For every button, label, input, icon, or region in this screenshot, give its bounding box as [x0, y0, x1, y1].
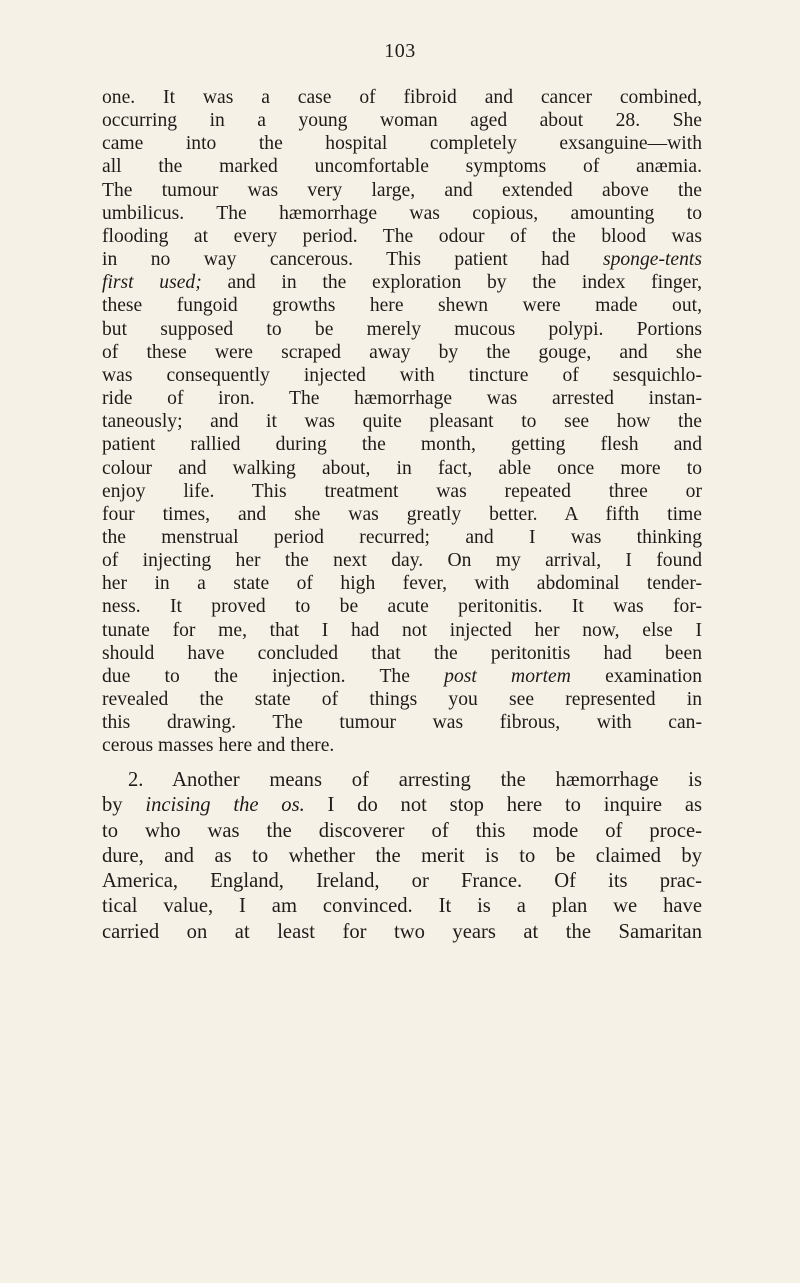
text-line — [102, 271, 702, 294]
text-line: tical value, I am convinced. It is a plan we have — [102, 895, 702, 918]
text-line: one. It was a case of fibroid and cancer combined, — [102, 87, 702, 108]
text-line: enjoy life. This treatment was repeated three or — [102, 480, 702, 502]
text-line: should have concluded that the peritonitis had been — [102, 642, 702, 664]
page-number: 103 — [384, 40, 416, 62]
text-line: but supposed to be merely mucous polypi. Portions — [102, 318, 702, 340]
italic-text: sponge-tents — [602, 249, 702, 271]
text-line: all the marked uncomfortable symptoms of anæmia. — [102, 156, 702, 178]
text-line: taneously; and it was quite pleasant to see how the — [102, 411, 702, 433]
text-line: the menstrual period recurred; and I was thinking — [102, 526, 702, 548]
text-line — [102, 248, 702, 271]
text-line: dure, and as to whether the merit is to be claimed by — [102, 844, 702, 867]
italic-text: post mortem — [444, 665, 571, 687]
text-line: to who was the discoverer of this mode of proce- — [102, 819, 702, 842]
text-segment: and in the exploration by the index finger, — [227, 272, 703, 294]
text-line: of these were scraped away by the gouge, and she — [102, 341, 702, 363]
text-line: umbilicus. The hæmorrhage was copious, amounting to — [102, 202, 702, 224]
text-line: these fungoid growths here shewn were made out, — [102, 295, 702, 317]
text-line: this drawing. The tumour was fibrous, with can- — [102, 712, 702, 734]
text-line: was consequently injected with tincture of sesquichlo- — [102, 364, 702, 386]
text-line: came into the hospital completely exsanguine—with — [102, 133, 702, 155]
text-line: flooding at every period. The odour of the blood was — [102, 225, 702, 247]
text-line: cerous masses here and there. — [102, 735, 335, 757]
text-line: carried on at least for two years at the Samaritan — [102, 920, 702, 943]
text-line: her in a state of high fever, with abdominal tender- — [102, 573, 702, 595]
text-line: 2. Another means of arresting the hæmorrhage is — [128, 769, 702, 791]
text-line: colour and walking about, in fact, able once more to — [102, 457, 702, 479]
text-segment: by — [102, 794, 123, 817]
text-line: of injecting her the next day. On my arrival, I found — [102, 550, 702, 572]
italic-text: incising the os. — [145, 794, 305, 817]
paragraph-1 — [102, 86, 702, 758]
text-line — [102, 793, 702, 818]
text-segment: in no way cancerous. This patient had — [102, 249, 570, 271]
text-segment: I do not stop here to inquire as — [327, 794, 702, 817]
italic-text: first used; — [102, 272, 202, 294]
text-line: ness. It proved to be acute peritonitis. It was for- — [102, 596, 702, 618]
text-line: occurring in a young woman aged about 28. She — [102, 110, 702, 132]
text-segment: due to the injection. The — [102, 665, 410, 687]
paragraph-2 — [102, 768, 702, 945]
text-line: four times, and she was greatly better. A fifth time — [102, 503, 702, 525]
text-line: revealed the state of things you see represented in — [102, 689, 702, 711]
text-line — [102, 665, 702, 688]
text-line: ride of iron. The hæmorrhage was arrested instan- — [102, 388, 702, 410]
text-line: The tumour was very large, and extended above the — [102, 179, 702, 201]
text-segment: examination — [605, 665, 702, 687]
text-line: America, England, Ireland, or France. Of its prac- — [102, 870, 702, 893]
text-line: patient rallied during the month, getting flesh and — [102, 434, 702, 456]
text-line: tunate for me, that I had not injected her now, else I — [102, 619, 702, 641]
